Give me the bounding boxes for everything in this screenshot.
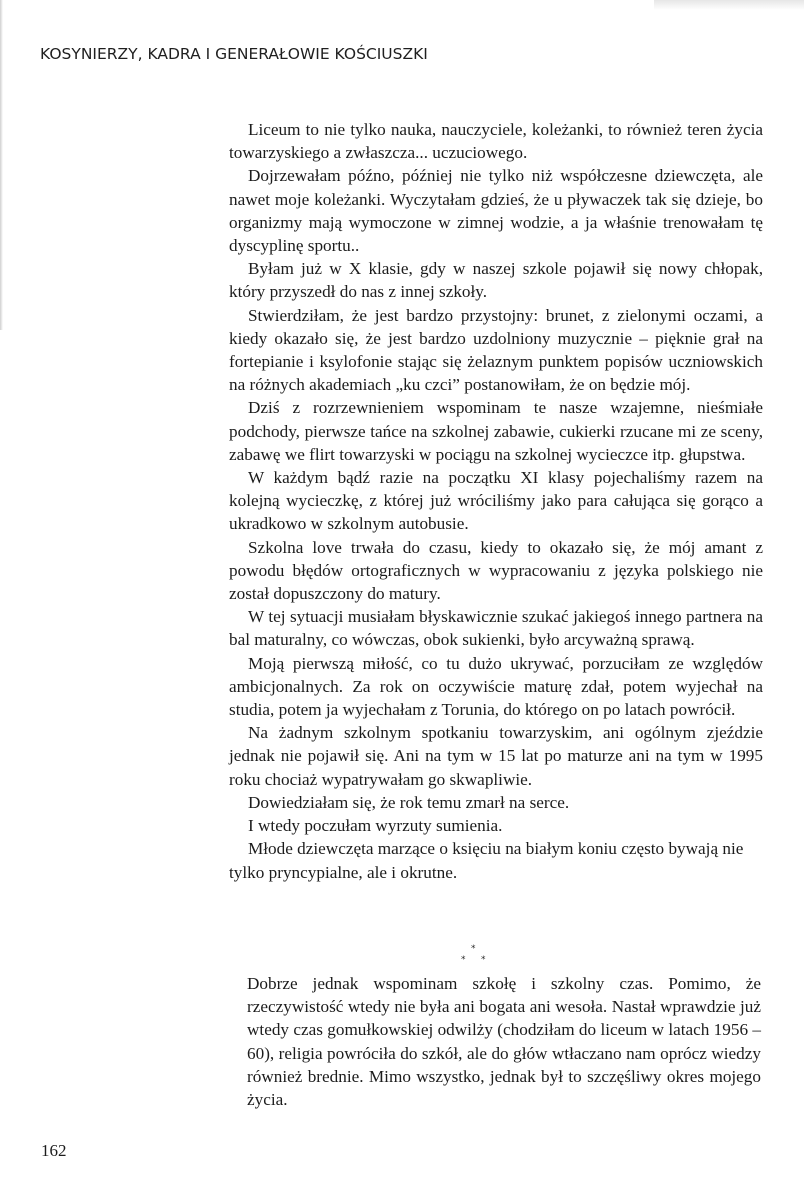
paragraph: W tej sytuacji musiałam błyskawicznie szukać jakiegoś innego partnera na bal maturalny, co wówczas, obok sukienki, było arcyważną sprawą.	[229, 607, 763, 650]
paragraph: Szkolna love trwała do czasu, kiedy to okazało się, że mój amant z powodu błędów ortograficznych w wypracowaniu z języka polskiego nie został dopuszczony do matury.	[229, 537, 763, 604]
asterisk: *	[481, 955, 486, 965]
paragraph: Stwierdziłam, że jest bardzo przystojny: brunet, z zielonymi oczami, a kiedy okazało się, że jest bardzo uzdolniony muzycznie – pięknie grał na fortepianie i ksylofonie stając się żelaznym punktem popisów uczniowskich na różnych akademiach „ku czci” postanowiłam, że on będzie mój.	[229, 305, 763, 395]
paragraph: Młode dziewczęta marzące o księciu na białym koniu często bywają nie tylko pryncypialne, ale i okrutne.	[229, 839, 744, 882]
paragraph: Dowiedziałam się, że rok temu zmarł na serce.	[248, 792, 570, 812]
paragraph: Moją pierwszą miłość, co tu dużo ukrywać, porzuciłam ze względów ambicjonalnych. Za rok on oczywiście maturę zdał, potem wyjechał na studia, potem ja wyjechałam z Torunia, do którego on po latach powrócił.	[229, 653, 763, 720]
scan-corner-shade	[654, 0, 804, 10]
page-number: 162	[41, 1141, 67, 1160]
closing-text	[247, 972, 761, 1111]
section-separator	[455, 944, 495, 968]
paragraph: Byłam już w X klasie, gdy w naszej szkole pojawił się nowy chłopak, który przyszedł do nas z innej szkoły.	[229, 259, 763, 302]
page-edge-shadow	[0, 0, 3, 330]
paragraph: I wtedy poczułam wyrzuty sumienia.	[248, 816, 503, 836]
asterisk: *	[471, 944, 476, 954]
paragraph: Dobrze jednak wspominam szkołę i szkolny czas. Pomimo, że rzeczywistość wtedy nie była ani bogata ani wesoła. Nastał wprawdzie już wtedy czas gomułkowskiej odwilży (chodziłam do liceum w latach 1956 – 60), religia powróciła do szkół, ale do głów wtłaczano nam oprócz wiedzy również brednie. Mimo wszystko, jednak był to szczęśliwy okres mojego życia.	[247, 974, 761, 1110]
running-head: KOSYNIERZY, KADRA I GENERAŁOWIE KOŚCIUSZKI	[40, 45, 428, 63]
paragraph: Dziś z rozrzewnieniem wspominam te nasze wzajemne, nieśmiałe podchody, pierwsze tańce na szkolnej zabawie, cukierki rzucane mi ze sceny, zabawę we flirt towarzyski w pociągu na szkolnej wycieczce itp. głupstwa.	[229, 398, 763, 464]
paragraph: Dojrzewałam późno, później nie tylko niż współczesne dziewczęta, ale nawet moje koleżanki. Wyczytałam gdzieś, że u pływaczek tak się dzieje, bo organizmy mają wymoczone w zimnej wodzie, a ja właśnie trenowałam tę dyscyplinę sportu..	[229, 166, 763, 256]
paragraph: W każdym bądź razie na początku XI klasy pojechaliśmy razem na kolejną wycieczkę, z której już wróciliśmy jako para całująca się gorąco a ukradkowo w szkolnym autobusie.	[229, 468, 763, 534]
paragraph: Na żadnym szkolnym spotkaniu towarzyskim, ani ogólnym zjeździe jednak nie pojawił się. Ani na tym w 15 lat po maturze ani na tym w 1995 roku chociaż wypatrywałam go skwapliwie.	[229, 723, 763, 789]
asterisk: *	[461, 955, 466, 965]
main-text	[229, 118, 763, 884]
paragraph: Liceum to nie tylko nauka, nauczyciele, koleżanki, to również teren życia towarzyskiego a zwłaszcza... uczuciowego.	[229, 120, 763, 163]
